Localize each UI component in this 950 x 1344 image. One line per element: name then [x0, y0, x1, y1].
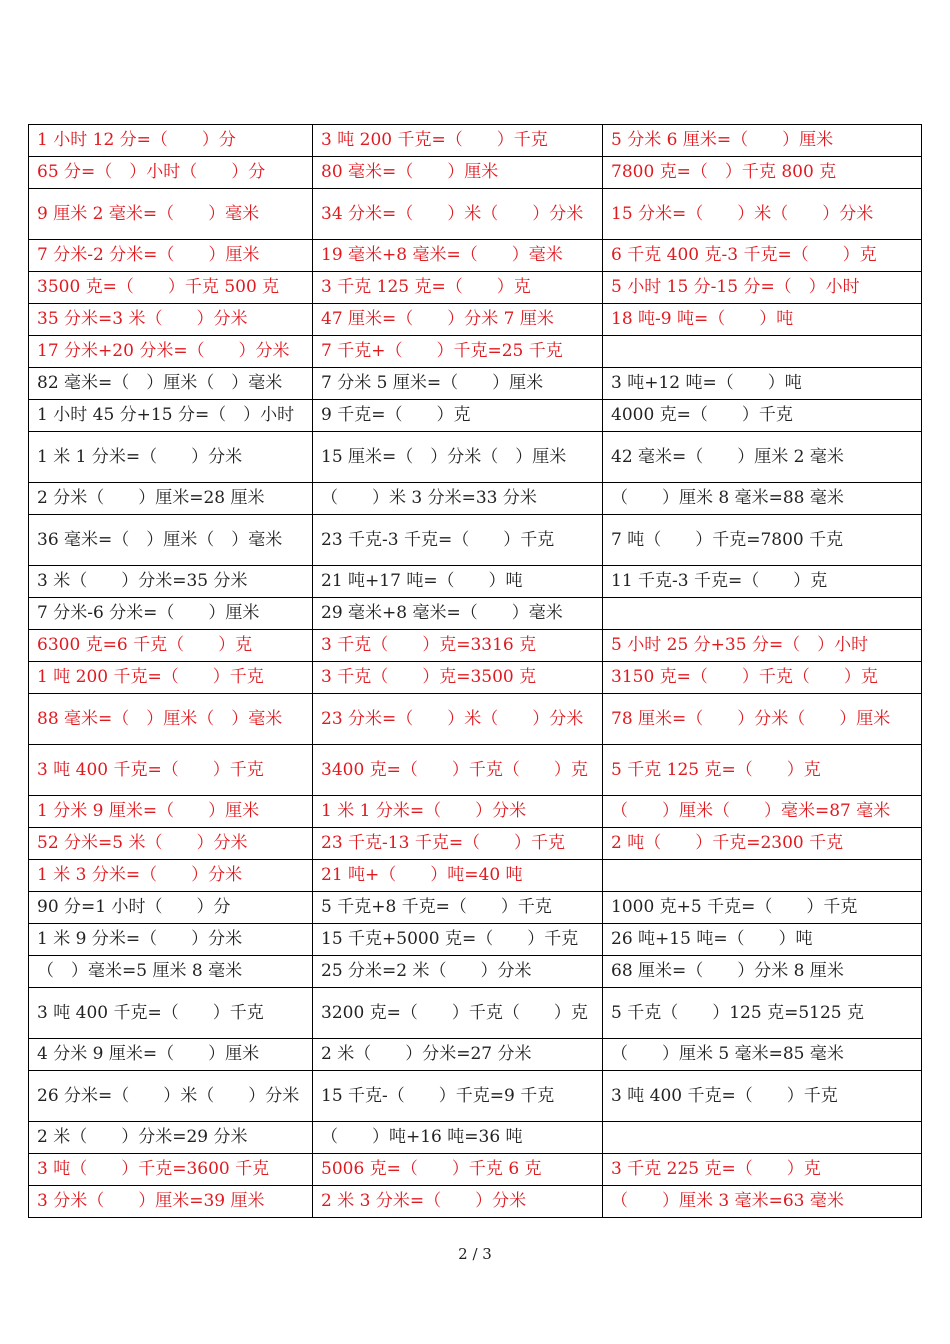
exercise-cell: 9 厘米 2 毫米=（ ）毫米 [29, 189, 313, 240]
exercise-cell: 5 小时 15 分-15 分=（ ）小时 [603, 272, 922, 304]
exercise-cell: 3 千克 225 克=（ ）克 [603, 1154, 922, 1186]
exercise-cell: 2 米 3 分米=（ ）分米 [313, 1186, 603, 1218]
exercise-cell: 3 吨 200 千克=（ ）千克 [313, 125, 603, 157]
table-row [29, 1122, 922, 1154]
exercise-cell: 82 毫米=（ ）厘米（ ）毫米 [29, 368, 313, 400]
exercise-cell: 88 毫米=（ ）厘米（ ）毫米 [29, 694, 313, 745]
exercise-cell: 18 吨-9 吨=（ ）吨 [603, 304, 922, 336]
exercise-cell: 23 分米=（ ）米（ ）分米 [313, 694, 603, 745]
exercise-cell: 5 小时 25 分+35 分=（ ）小时 [603, 630, 922, 662]
exercise-cell: 15 千克+5000 克=（ ）千克 [313, 924, 603, 956]
exercise-cell: 17 分米+20 分米=（ ）分米 [29, 336, 313, 368]
table-row [29, 483, 922, 515]
table-row [29, 860, 922, 892]
table-row [29, 924, 922, 956]
exercise-cell: 11 千克-3 千克=（ ）克 [603, 566, 922, 598]
exercise-cell: （ ）毫米=5 厘米 8 毫米 [29, 956, 313, 988]
table-row [29, 304, 922, 336]
exercise-cell: 2 分米（ ）厘米=28 厘米 [29, 483, 313, 515]
exercise-cell: 19 毫米+8 毫米=（ ）毫米 [313, 240, 603, 272]
exercise-cell: 78 厘米=（ ）分米（ ）厘米 [603, 694, 922, 745]
exercise-cell: 2 米（ ）分米=29 分米 [29, 1122, 313, 1154]
table-row [29, 1039, 922, 1071]
exercise-cell: 26 分米=（ ）米（ ）分米 [29, 1071, 313, 1122]
exercise-cell: （ ）厘米 3 毫米=63 毫米 [603, 1186, 922, 1218]
exercise-cell: 3500 克=（ ）千克 500 克 [29, 272, 313, 304]
table-row [29, 157, 922, 189]
exercise-cell: 1 米 3 分米=（ ）分米 [29, 860, 313, 892]
exercise-cell: 52 分米=5 米（ ）分米 [29, 828, 313, 860]
exercise-cell: 2 吨（ ）千克=2300 千克 [603, 828, 922, 860]
table-row [29, 368, 922, 400]
table-row [29, 566, 922, 598]
exercise-cell: 3 千克（ ）克=3316 克 [313, 630, 603, 662]
exercise-cell: 7 千克+（ ）千克=25 千克 [313, 336, 603, 368]
exercise-cell: 5 千克（ ）125 克=5125 克 [603, 988, 922, 1039]
exercise-cell: 3 分米（ ）厘米=39 厘米 [29, 1186, 313, 1218]
table-row [29, 125, 922, 157]
exercise-rows [29, 125, 922, 1218]
exercise-cell: 3400 克=（ ）千克（ ）克 [313, 745, 603, 796]
exercise-cell: 25 分米=2 米（ ）分米 [313, 956, 603, 988]
exercise-cell: 35 分米=3 米（ ）分米 [29, 304, 313, 336]
exercise-cell: 5 分米 6 厘米=（ ）厘米 [603, 125, 922, 157]
table-row [29, 598, 922, 630]
exercise-cell: 15 千克-（ ）千克=9 千克 [313, 1071, 603, 1122]
page-number: 2 / 3 [458, 1245, 492, 1263]
exercise-cell: （ ）吨+16 吨=36 吨 [313, 1122, 603, 1154]
exercise-cell: 3150 克=（ ）千克（ ）克 [603, 662, 922, 694]
table-row [29, 272, 922, 304]
exercise-cell: 68 厘米=（ ）分米 8 厘米 [603, 956, 922, 988]
exercise-cell: 34 分米=（ ）米（ ）分米 [313, 189, 603, 240]
exercise-cell: 7 分米-2 分米=（ ）厘米 [29, 240, 313, 272]
exercise-cell: 21 吨+（ ）吨=40 吨 [313, 860, 603, 892]
exercise-cell: 7 分米 5 厘米=（ ）厘米 [313, 368, 603, 400]
exercise-cell: 7 分米-6 分米=（ ）厘米 [29, 598, 313, 630]
table-row [29, 240, 922, 272]
exercise-cell: 29 毫米+8 毫米=（ ）毫米 [313, 598, 603, 630]
exercise-cell: 5 千克+8 千克=（ ）千克 [313, 892, 603, 924]
table-row [29, 515, 922, 566]
exercise-cell: 26 吨+15 吨=（ ）吨 [603, 924, 922, 956]
table-row [29, 745, 922, 796]
table-row [29, 1186, 922, 1218]
table-row [29, 336, 922, 368]
exercise-cell: （ ）厘米（ ）毫米=87 毫米 [603, 796, 922, 828]
exercise-cell: 7 吨（ ）千克=7800 千克 [603, 515, 922, 566]
exercise-cell: 90 分=1 小时（ ）分 [29, 892, 313, 924]
exercise-cell: 9 千克=（ ）克 [313, 400, 603, 432]
exercise-cell: 3 吨 400 千克=（ ）千克 [29, 745, 313, 796]
exercise-cell: 4000 克=（ ）千克 [603, 400, 922, 432]
exercise-cell: （ ）米 3 分米=33 分米 [313, 483, 603, 515]
exercise-cell: 1 分米 9 厘米=（ ）厘米 [29, 796, 313, 828]
table-row [29, 694, 922, 745]
exercise-cell: 3 吨（ ）千克=3600 千克 [29, 1154, 313, 1186]
exercise-cell: 3 吨 400 千克=（ ）千克 [29, 988, 313, 1039]
exercise-cell: 65 分=（ ）小时（ ）分 [29, 157, 313, 189]
table-row [29, 892, 922, 924]
exercise-cell: 1 小时 12 分=（ ）分 [29, 125, 313, 157]
exercise-cell: 3 千克 125 克=（ ）克 [313, 272, 603, 304]
exercise-cell: 47 厘米=（ ）分米 7 厘米 [313, 304, 603, 336]
exercise-cell [603, 598, 922, 630]
exercise-cell: 3 千克（ ）克=3500 克 [313, 662, 603, 694]
table-row [29, 189, 922, 240]
exercise-cell: 15 分米=（ ）米（ ）分米 [603, 189, 922, 240]
exercise-sheet [28, 124, 921, 1218]
exercise-cell: 1 米 9 分米=（ ）分米 [29, 924, 313, 956]
exercise-cell [603, 860, 922, 892]
exercise-cell: 5 千克 125 克=（ ）克 [603, 745, 922, 796]
table-row [29, 1154, 922, 1186]
table-row [29, 432, 922, 483]
exercise-cell: 1 吨 200 千克=（ ）千克 [29, 662, 313, 694]
exercise-table [28, 124, 922, 1218]
exercise-cell [603, 1122, 922, 1154]
exercise-cell [603, 336, 922, 368]
table-row [29, 956, 922, 988]
exercise-cell: 23 千克-3 千克=（ ）千克 [313, 515, 603, 566]
table-row [29, 400, 922, 432]
exercise-cell: 3 米（ ）分米=35 分米 [29, 566, 313, 598]
exercise-cell: 1 米 1 分米=（ ）分米 [29, 432, 313, 483]
exercise-cell: 5006 克=（ ）千克 6 克 [313, 1154, 603, 1186]
exercise-cell: 3 吨+12 吨=（ ）吨 [603, 368, 922, 400]
exercise-cell: 23 千克-13 千克=（ ）千克 [313, 828, 603, 860]
exercise-cell: 42 毫米=（ ）厘米 2 毫米 [603, 432, 922, 483]
exercise-cell: 80 毫米=（ ）厘米 [313, 157, 603, 189]
table-row [29, 796, 922, 828]
table-row [29, 662, 922, 694]
exercise-cell: 1 小时 45 分+15 分=（ ）小时 [29, 400, 313, 432]
exercise-cell: 1000 克+5 千克=（ ）千克 [603, 892, 922, 924]
exercise-cell: 7800 克=（ ）千克 800 克 [603, 157, 922, 189]
table-row [29, 1071, 922, 1122]
exercise-cell: 1 米 1 分米=（ ）分米 [313, 796, 603, 828]
exercise-cell: 4 分米 9 厘米=（ ）厘米 [29, 1039, 313, 1071]
table-row [29, 828, 922, 860]
table-row [29, 630, 922, 662]
exercise-cell: 6300 克=6 千克（ ）克 [29, 630, 313, 662]
exercise-cell: 3 吨 400 千克=（ ）千克 [603, 1071, 922, 1122]
exercise-cell: 6 千克 400 克-3 千克=（ ）克 [603, 240, 922, 272]
exercise-cell: 15 厘米=（ ）分米（ ）厘米 [313, 432, 603, 483]
exercise-cell: 2 米（ ）分米=27 分米 [313, 1039, 603, 1071]
exercise-cell: 36 毫米=（ ）厘米（ ）毫米 [29, 515, 313, 566]
exercise-cell: 3200 克=（ ）千克（ ）克 [313, 988, 603, 1039]
exercise-cell: （ ）厘米 8 毫米=88 毫米 [603, 483, 922, 515]
exercise-cell: 21 吨+17 吨=（ ）吨 [313, 566, 603, 598]
exercise-cell: （ ）厘米 5 毫米=85 毫米 [603, 1039, 922, 1071]
table-row [29, 988, 922, 1039]
